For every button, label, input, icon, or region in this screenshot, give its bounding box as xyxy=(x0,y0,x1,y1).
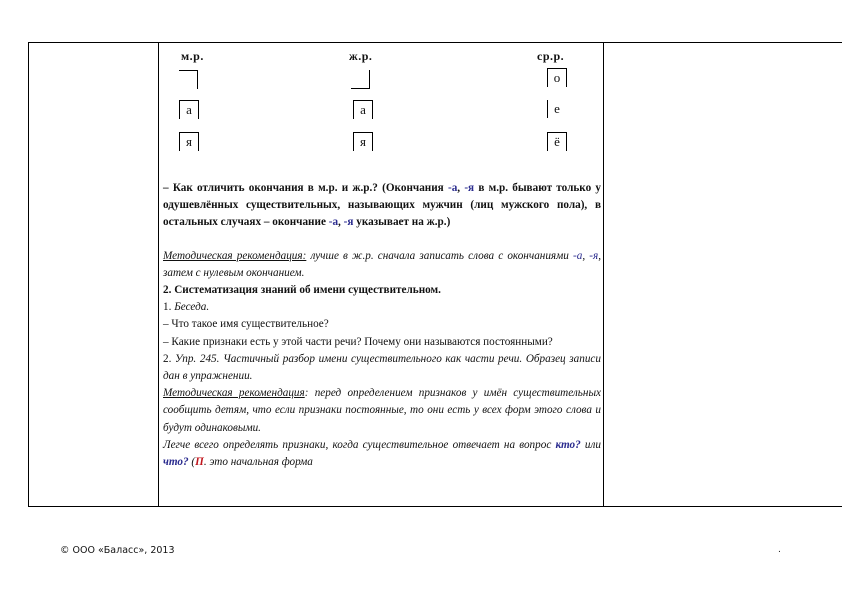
ending-box-a: а xyxy=(179,100,199,119)
section-heading: 2. Систематизация знаний об имени существительном. xyxy=(163,284,441,297)
gender-feminine: ж.р. xyxy=(349,49,373,63)
lesson-text xyxy=(163,180,601,471)
closing-paragraph: Легче всего определять признаки, когда существительное отвечает на вопрос кто? или что? (П. это начальная форма xyxy=(163,438,601,469)
lesson-table xyxy=(28,42,842,507)
gender-masculine: м.р. xyxy=(181,49,204,63)
ending-box-ya: я xyxy=(353,132,373,151)
ending-box-ya: я xyxy=(179,132,199,151)
method-recommendation-1: Методическая рекомендация: лучше в ж.р. сначала записать слова с окончаниями -а, -я, затем с нулевым окончанием. xyxy=(163,249,602,279)
ending-box-zero xyxy=(351,70,370,89)
footer-dot: . xyxy=(778,545,781,555)
ending-box-o: о xyxy=(547,68,567,87)
column-divider-2 xyxy=(603,42,604,507)
question-paragraph: – Как отличить окончания в м.р. и ж.р.? (Окончания -а, -я в м.р. бывают только у одушевлённых существительных, называющих мужчин (лиц мужского пола), в остальных случаях – окончание -а, -я указывает на ж.р.) xyxy=(163,182,601,229)
gender-neuter: ср.р. xyxy=(537,49,565,63)
ending-box-e: е xyxy=(547,100,566,118)
ending-box-zero xyxy=(179,70,198,89)
method-recommendation-2: Методическая рекомендация: перед определением признаков у имён существительных сообщить детям, что если признаки постоянные, то они есть у всех форм этого слова и будут одинаковыми. xyxy=(163,387,601,434)
question-line: – Какие признаки есть у этой части речи? Почему они называются постоянными? xyxy=(163,335,553,348)
list-item: 1. Беседа. xyxy=(163,301,210,314)
table-left-border xyxy=(28,42,29,507)
question-line: – Что такое имя существительное? xyxy=(163,318,329,331)
list-item: 2. Упр. 245. Частичный разбор имени существительного как части речи. Образец записи дан в упражнении. xyxy=(163,352,601,383)
copyright-footer: © ООО «Баласс», 2013 xyxy=(60,545,175,556)
ending-box-a: а xyxy=(353,100,373,119)
ending-box-yo: ё xyxy=(547,132,567,151)
content-column xyxy=(159,42,603,507)
